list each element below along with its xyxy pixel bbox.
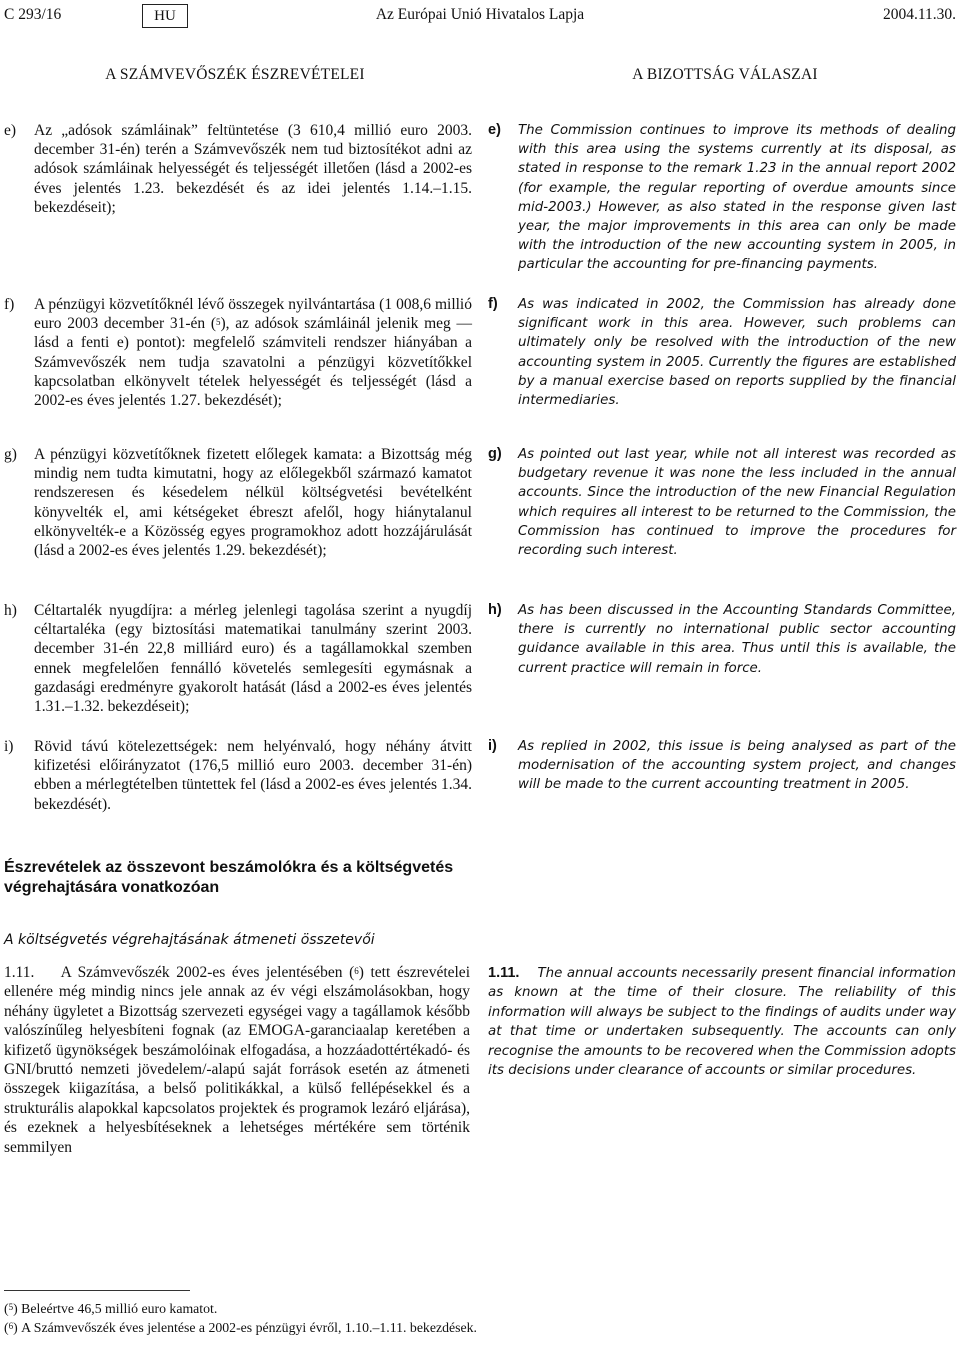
reply-text: As pointed out last year, while not all interest was recorded as budgetary revenue it was none the less included in the annual accounts. Since the introduction of the new Financial Regulation which requires all interest to be returned to the Commission, the Commission has continued to improve the procedures for recording such interest. [518, 447, 956, 559]
footnote: ($^6$) A Számvevőszék éves jelentése a 2002-es pénzügyi évről, 1.10.–1.11. bekezdések. [4, 1320, 477, 1335]
observation-text: Céltartalék nyugdíjra: a mérleg jelenlegi tagolása szerint a nyugdíj céltartaléka (egy biztosítási matematikai tanulmány szerint 2003. december 31-én 22,8 milliárd euro) és a tagállamokkal szemben ennek megfelelően fennálló követelés semlegesíti egymásnak a gazdasági eredményre gyakorolt hatását (lásd a 2002-es éves jelentés 1.31.–1.32. bekezdéseit); [34, 602, 472, 716]
paragraph-number: 1.11. [4, 964, 35, 981]
footnote-ref: 6 [354, 966, 359, 976]
item-marker: i) [4, 738, 14, 755]
reply-f [488, 295, 956, 410]
observation-g [4, 445, 472, 560]
observation-text [34, 295, 472, 410]
page-header [0, 4, 960, 28]
item-marker: e) [488, 122, 501, 138]
publication-date: 2004.11.30. [882, 6, 956, 23]
right-column-title: A BIZOTTSÁG VÁLASZAI [632, 66, 818, 83]
text-part: A pénzügyi közvetítőknél lévő összegek nyilvántartása (1 008,6 millió euro 2003 december 31-én ( [34, 296, 472, 333]
item-marker: f) [4, 296, 15, 313]
left-column-title: A SZÁMVEVŐSZÉK ÉSZREVÉTELEI [105, 66, 365, 83]
page-number: C 293/16 [4, 6, 62, 23]
footnote-number: 6 [8, 1321, 14, 1331]
text-part: ), az adósok számláinál jelenik meg — lásd a fenti e) pontot): megfelelő számviteli rendszer hiányában a Számvevőszék nem tudja szavatolni a pénzügyi közvetítőkkel kapcsolatban elkönyvelt tételek helyességét és teljességét (lásd a 2002-es éves jelentés 1.27. bekezdését); [34, 315, 472, 410]
item-marker: h) [488, 602, 502, 618]
observation-e [4, 121, 472, 217]
item-marker: f) [488, 296, 498, 312]
paragraph-1-11-observation [4, 963, 470, 1157]
observation-text: A pénzügyi közvetítőknek fizetett előlegek kamata: a Bizottság még mindig nem tudta kimutatni, hogy az előlegekből származó kamatot rendszeresen és késedelem nélkül költségvetési bevételként könyvelték el, ami kétségeket ébreszt afelől, hogy hiánytalanul elkönyvelték-e a Közösség egyes programokhoz adott hozzájárulását (lásd a 2002-es éves jelentés 1.29. bekezdését); [34, 446, 472, 560]
observation-i [4, 737, 472, 814]
footnote-number: 5 [8, 1302, 14, 1312]
reply-i [488, 737, 956, 795]
reply-e [488, 121, 956, 275]
paragraph-1-11-reply [488, 964, 956, 1080]
item-marker: g) [4, 446, 17, 463]
reply-text: The Commission continues to improve its methods of dealing with this area using the systems currently at its disposal, as stated in response to the remark 1.23 in the annual report 2002 (for example, the regular reporting of overdue amounts since mid-2003.) However, as also stated in the response given last year, the major improvements in this area can only be made with the introduction of the new accounting system in 2005, in particular the accounting for pre-financing payments. [518, 123, 956, 273]
item-marker: e) [4, 122, 17, 139]
footnotes [4, 1299, 524, 1337]
observation-text: Rövid távú kötelezettségek: nem helyénvaló, hogy néhány átvitt kifizetési előirányzatot (176,5 millió euro 2003. december 31-én) ebben a mérlegtételben tüntettek fel (lásd a 2002-es éves jelentés 1.34. bekezdését). [34, 738, 472, 813]
language-code-box: HU [142, 4, 188, 28]
paragraph-number: 1.11. [488, 965, 520, 981]
observation-f [4, 295, 472, 410]
section-heading: Észrevételek az összevont beszámolókra és a költségvetés végrehajtására vonatkozóan [4, 859, 454, 896]
text-part: A Számvevőszék 2002-es éves jelentésében ( [60, 964, 355, 981]
item-marker: h) [4, 602, 17, 619]
observation-text: Az „adósok számláinak” feltüntetése (3 610,4 millió euro 2003. december 31-én) terén a Számvevőszék nem tud biztosítékot adni az adósok számláinak helyességét és teljességét illetően (lásd a 2002-es éves jelentés 1.23. bekezdését és az idei jelentés 1.14.–1.15. bekezdéseit); [34, 122, 472, 216]
item-marker: i) [488, 738, 497, 754]
reply-g [488, 445, 956, 560]
observation-h [4, 601, 472, 716]
reply-h [488, 601, 956, 678]
item-marker: g) [488, 446, 502, 462]
journal-title: Az Európai Unió Hivatalos Lapja [375, 6, 585, 23]
subsection-heading: A költségvetés végrehajtásának átmeneti összetevői [4, 932, 375, 948]
reply-text: As has been discussed in the Accounting Standards Committee, there is currently no international public sector accounting guidance available in this area. Thus until this is available, the current practice will remain in force. [518, 603, 956, 676]
footnote-text: Beleértve 46,5 millió euro kamatot. [21, 1301, 218, 1316]
footnote-ref: 5 [216, 317, 221, 328]
footnote-divider [4, 1290, 190, 1291]
reply-text: As was indicated in 2002, the Commission has already done significant work in this area. However, such problems can ultimately only be resolved with the introduction of the new accounting system in 2005. Currently the figures are established by a manual exercise based on reports supplied by the financial intermediaries. [518, 297, 956, 409]
reply-text: The annual accounts necessarily present financial information as known at the time of their closure. The reliability of this information will always be subject to the findings of audits under way at that time or undertaken subsequently. The accounts can only recognise the amounts to be recovered when the Commission adopts its decisions under clearance of accounts or similar procedures. [488, 966, 956, 1079]
text-part: ) tett észrevételei ellenére még mindig nincs jele annak az év végi elszámolásokban, hogy néhány ügyletet a Bizottság szervezeti egységei vagy a tagállamok később valószínűleg helyesbíteni fognak (az EMOGA-garanciaalap keretében a kifizető ügynökségek beszámolóinak elfogadása, a hozzáadottértékadó- és GNI/bruttó nemzeti jövedelem/-alapú saját források esetén az átmeneti összegek kiigazítása, a belső politikákkal, a külső fellépésekkel és a strukturális alapokkal kapcsolatos projektek és programok lezáró eljárása), és ezeknek a helyesbítéseknek a lehetséges mértékére sem történik semmilyen [4, 964, 470, 1156]
footnote-text: A Számvevőszék éves jelentése a 2002-es pénzügyi évről, 1.10.–1.11. bekezdések. [21, 1320, 477, 1335]
reply-text: As replied in 2002, this issue is being analysed as part of the modernisation of the accounting system project, and changes will be made to the current accounting treatment in 2005. [518, 739, 956, 793]
footnote: ($^5$) Beleértve 46,5 millió euro kamatot. [4, 1301, 218, 1316]
